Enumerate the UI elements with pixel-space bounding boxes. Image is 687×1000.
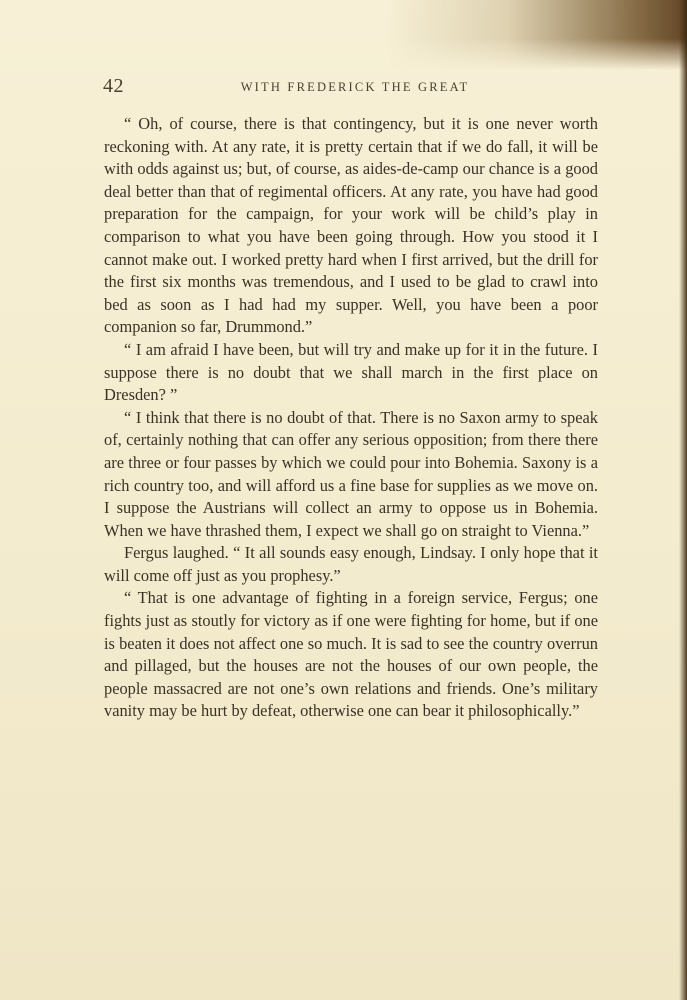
paragraph: “ That is one advantage of fighting in a foreign service, Fergus; one fights just as stoutly for victory as if one were fighting for home, but if one is beaten it does not affect one so much. It is sad to see the country overrun and pillaged, but the houses are not the houses of our own people, the people massacred are not one’s own relations and friends. One’s military vanity may be hurt by defeat, otherwise one can bear it philosophically.” bbox=[104, 588, 598, 721]
paragraph: “ I think that there is no doubt of that. There is no Saxon army to speak of, certainly nothing that can offer any serious opposition; from there there are three or four passes by which we could pour into Bohemia. Saxony is a rich country too, and will afford us a fine base for supplies as we move on. I suppose the Austrians will collect an army to oppose us in Bohemia. When we have thrashed them, I expect we shall go on straight to Vienna.” bbox=[104, 407, 598, 540]
body-text bbox=[104, 113, 598, 723]
page-header bbox=[103, 75, 599, 99]
page-corner-shadow bbox=[387, 0, 687, 70]
page-number: 42 bbox=[103, 75, 124, 97]
paragraph: “ I am afraid I have been, but will try and make up for it in the future. I suppose there is no doubt that we shall march in the first place on Dresden? ” bbox=[104, 339, 598, 405]
paragraph: “ Oh, of course, there is that contingency, but it is one never worth reckoning with. At any rate, it is pretty certain that if we do fall, it will be with odds against us; but, of course, as aides-de-camp our chance is a good deal better than that of regimental officers. At any rate, you have had good preparation for the campaign, for your work will be child’s play in comparison to what you have been going through. How you stood it I cannot make out. I worked pretty hard when I first arrived, but the drill for the first six months was tremendous, and I used to be glad to crawl into bed as soon as I had had my supper. Well, you have been a poor companion so far, Drummond.” bbox=[104, 114, 598, 337]
running-title: WITH FREDERICK THE GREAT bbox=[240, 80, 470, 94]
page-edge-shadow bbox=[679, 0, 687, 1000]
paragraph: Fergus laughed. “ It all sounds easy enough, Lindsay. I only hope that it will come off just as you prophesy.” bbox=[104, 543, 598, 585]
